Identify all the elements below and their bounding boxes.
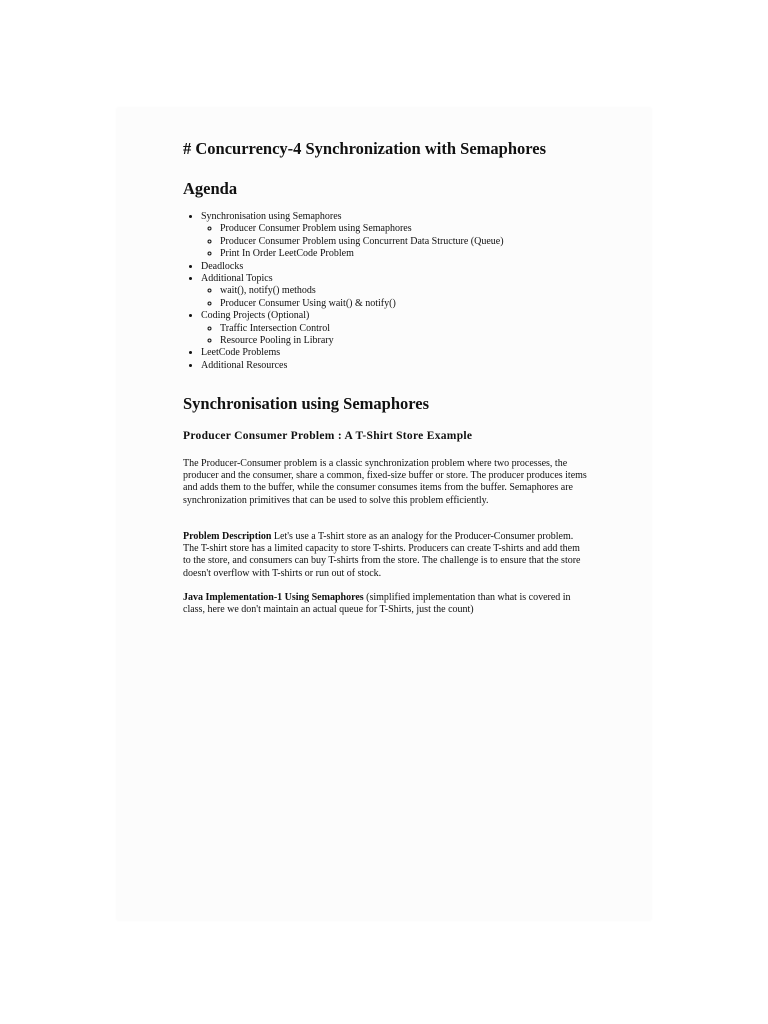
agenda-item-label: Synchronisation using Semaphores (201, 211, 342, 222)
document-page (117, 108, 651, 920)
agenda-item-label: LeetCode Problems (201, 347, 281, 359)
page-title: # Concurrency-4 Synchronization with Semaphores (183, 139, 547, 158)
java-implementation-label: Java Implementation-1 Using Semaphores (183, 592, 364, 603)
agenda-sublist (201, 223, 504, 260)
agenda-subitem: ◦ Print In Order LeetCode Problem (220, 248, 504, 260)
intro-paragraph: The Producer-Consumer problem is a classic synchronization problem where two processes, the producer and the consumer, share a common, fixed-size buffer or store. The producer produces items and adds them to the buffer, while the consumer consumes items from the buffer. Semaphores are synchronization primitives that can be used to solve this problem efficiently. (183, 458, 587, 506)
agenda-list (183, 211, 504, 372)
section-subheading: Producer Consumer Problem : A T-Shirt Store Example (183, 430, 473, 442)
agenda-item (201, 347, 504, 359)
agenda-subitem: ◦ Producer Consumer Problem using Semaphores (220, 223, 504, 235)
agenda-item (201, 211, 504, 261)
agenda-item-label: Additional Topics (201, 273, 273, 285)
agenda-item (201, 273, 504, 310)
agenda-sublist (201, 285, 504, 310)
agenda-subitem: ◦ Resource Pooling in Library (220, 335, 504, 347)
agenda-item-label: Coding Projects (Optional) (201, 310, 310, 322)
agenda-item-label: Deadlocks (201, 260, 244, 272)
agenda-sublist (201, 323, 504, 348)
agenda-item (201, 261, 504, 273)
agenda-subitem: ◦ Producer Consumer Using wait() & notify() (220, 298, 504, 310)
problem-description-paragraph (183, 531, 587, 580)
agenda-subitem: ◦ wait(), notify() methods (220, 285, 504, 297)
agenda-subitem: ◦ Producer Consumer Problem using Concurrent Data Structure (Queue) (220, 236, 504, 248)
agenda-item-label: Additional Resources (201, 359, 288, 371)
problem-description-label: Problem Description (183, 531, 272, 542)
agenda-heading: Agenda (183, 179, 238, 198)
java-implementation-paragraph (183, 592, 587, 616)
java-implementation-text: (simplified implementation than what is covered in class, here we don't maintain an actual queue for T-Shirts, just the count) (183, 592, 571, 616)
agenda-item (201, 310, 504, 347)
agenda-item (201, 360, 504, 372)
section-heading: Synchronisation using Semaphores (183, 394, 430, 413)
agenda-subitem: ◦ Traffic Intersection Control (220, 323, 504, 335)
problem-description-text: Let's use a T-shirt store as an analogy for the Producer-Consumer problem. The T-shirt store has a limited capacity to store T-shirts. Producers can create T-shirts and add them to the store, and consumers can buy T-shirts from the store. The challenge is to ensure that the store doesn't overflow with T-shirts or run out of stock. (183, 531, 581, 579)
